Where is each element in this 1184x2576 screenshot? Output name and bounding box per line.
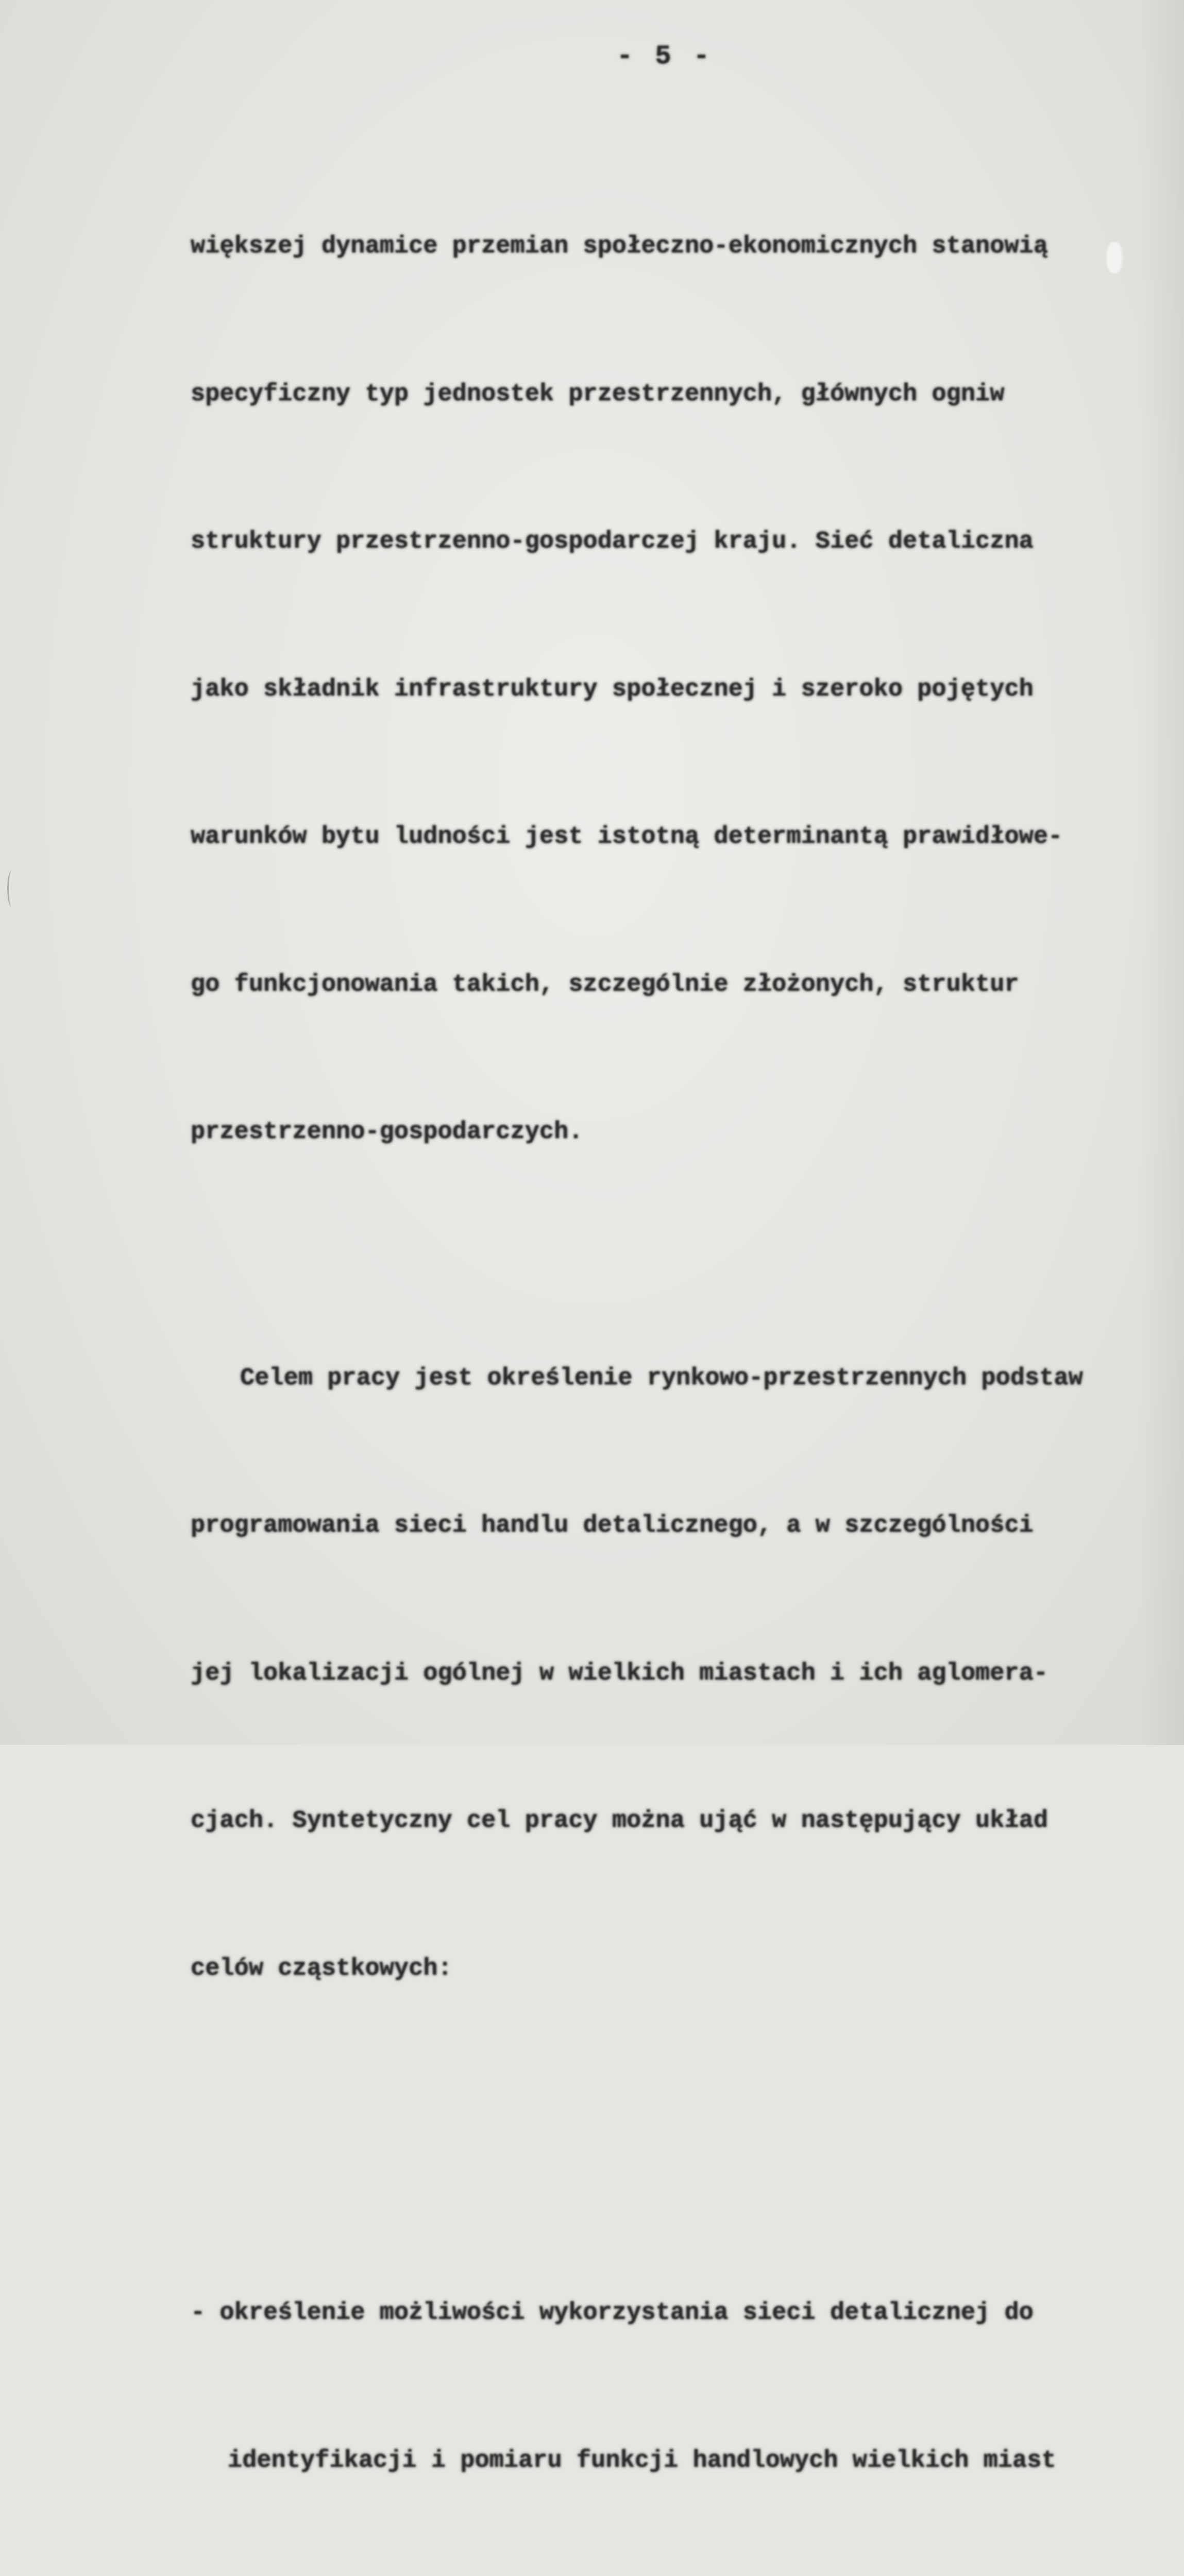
text-line: specyficzny typ jednostek przestrzennych, głównych ogniw (191, 380, 1005, 408)
objectives-list (191, 2092, 1159, 2576)
text-line: go funkcjonowania takich, szczególnie złożonych, struktur (191, 971, 1019, 998)
text-line: przestrzenno-gospodarczych. (191, 1118, 583, 1146)
paragraph-2 (191, 1256, 1159, 2092)
text-line: - określenie możliwości wykorzystania sieci detalicznej do (191, 2299, 1034, 2327)
text-line: jako składnik infrastruktury społecznej i szeroko pojętych (191, 675, 1034, 703)
paragraph-1 (191, 124, 1159, 1256)
text-line: Celem pracy jest określenie rynkowo-przestrzennych podstaw (240, 1364, 1083, 1392)
list-item (191, 2190, 1159, 2576)
text-line: programowania sieci handlu detalicznego, a w szczególności (191, 1512, 1034, 1539)
text-line: większej dynamice przemian społeczno-ekonomicznych stanowią (191, 233, 1048, 260)
text-line: identyfikacji i pomiaru funkcji handlowych wielkich miast (228, 2447, 1056, 2475)
typewritten-text (191, 31, 1159, 2576)
paper-mark (7, 871, 16, 907)
text-line: jej lokalizacji ogólnej w wielkich miastach i ich aglomera- (191, 1659, 1048, 1687)
page-number: - 5 - (616, 41, 713, 72)
text-line: celów cząstkowych: (191, 1955, 452, 1982)
text-line: struktury przestrzenno-gospodarczej kraju. Sieć detaliczna (191, 528, 1034, 555)
text-line: cjach. Syntetyczny cel pracy można ująć w następujący układ (191, 1807, 1048, 1835)
text-line: warunków bytu ludności jest istotną determinantą prawidłowe- (191, 823, 1063, 851)
